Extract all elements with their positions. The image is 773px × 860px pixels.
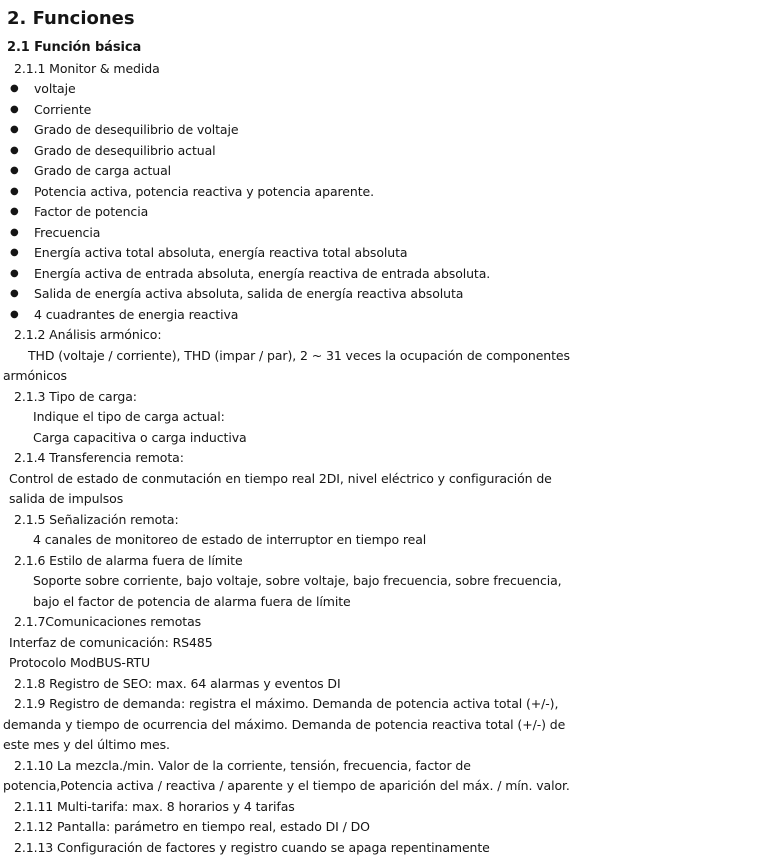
text-line: bajo el factor de potencia de alarma fuera de límite bbox=[33, 593, 351, 609]
bullet-item-label: Potencia activa, potencia reactiva y potencia aparente. bbox=[34, 183, 374, 199]
bullet-icon: ● bbox=[10, 144, 19, 156]
text-line: salida de impulsos bbox=[9, 491, 124, 506]
bullet-item-label: 4 cuadrantes de energia reactiva bbox=[34, 306, 239, 322]
bullet-list-item bbox=[0, 264, 773, 285]
bullet-icon: ● bbox=[10, 83, 19, 94]
text-line: Soporte sobre corriente, bajo voltaje, sobre voltaje, bajo frecuencia, sobre frecuencia, bbox=[33, 573, 562, 588]
bullet-icon: ● bbox=[10, 185, 19, 197]
bullet-item-label: Factor de potencia bbox=[34, 204, 149, 219]
bullet-item-label: Salida de energía activa absoluta, salida de energía reactiva absoluta bbox=[34, 286, 464, 301]
text-line: 2.1.8 Registro de SEO: max. 64 alarmas y eventos DI bbox=[14, 675, 341, 691]
bullet-list-item bbox=[0, 161, 773, 182]
text-line: 2.1.5 Señalización remota: bbox=[14, 511, 179, 527]
text-line: Carga capacitiva o carga inductiva bbox=[33, 429, 247, 445]
text-line: 2.1.2 Análisis armónico: bbox=[14, 327, 162, 342]
bullet-list-item bbox=[0, 305, 773, 326]
text-line: Indique el tipo de carga actual: bbox=[33, 409, 225, 424]
bullet-icon: ● bbox=[10, 226, 19, 238]
bullet-icon: ● bbox=[10, 206, 19, 217]
bullet-item-label: voltaje bbox=[34, 81, 76, 96]
bullet-list-item bbox=[0, 120, 773, 141]
bullet-icon: ● bbox=[10, 247, 19, 258]
bullet-list-item bbox=[0, 182, 773, 203]
text-line: 2.1.4 Transferencia remota: bbox=[14, 450, 184, 465]
bullet-item-label: Corriente bbox=[34, 101, 92, 117]
text-line: 2.1.7Comunicaciones remotas bbox=[14, 614, 202, 629]
text-line: 2.1.6 Estilo de alarma fuera de límite bbox=[14, 552, 243, 568]
text-line: 2.1.13 Configuración de factores y registro cuando se apaga repentinamente bbox=[14, 839, 490, 855]
bullet-icon: ● bbox=[10, 103, 19, 115]
bullet-icon: ● bbox=[10, 288, 19, 299]
bullet-icon: ● bbox=[10, 267, 19, 279]
text-line: Interfaz de comunicación: RS485 bbox=[9, 634, 213, 650]
document-body bbox=[0, 38, 773, 858]
text-line: este mes y del último mes. bbox=[3, 737, 170, 752]
bullet-icon: ● bbox=[10, 124, 19, 135]
bullet-list-item bbox=[0, 141, 773, 162]
bullet-list-item bbox=[0, 284, 773, 305]
bullet-list-item bbox=[0, 79, 773, 100]
text-line: armónicos bbox=[3, 368, 67, 383]
text-line: potencia,Potencia activa / reactiva / aparente y el tiempo de aparición del máx. / mín. valor. bbox=[3, 778, 570, 793]
bullet-list-item bbox=[0, 223, 773, 244]
text-line: THD (voltaje / corriente), THD (impar / par), 2 ~ 31 veces la ocupación de componentes bbox=[28, 347, 570, 363]
bullet-item-label: Energía activa de entrada absoluta, energía reactiva de entrada absoluta. bbox=[34, 265, 491, 281]
page-title: 2. Funciones bbox=[7, 8, 135, 29]
bullet-list-item bbox=[0, 243, 773, 264]
bullet-item-label: Frecuencia bbox=[34, 224, 101, 240]
bullet-icon: ● bbox=[10, 165, 19, 176]
bullet-item-label: Grado de desequilibrio actual bbox=[34, 142, 216, 158]
text-line: 2.1.11 Multi-tarifa: max. 8 horarios y 4 tarifas bbox=[14, 798, 295, 814]
text-line: Control de estado de conmutación en tiempo real 2DI, nivel eléctrico y configuración de bbox=[9, 470, 552, 486]
text-line: 2.1.3 Tipo de carga: bbox=[14, 388, 137, 404]
text-line: 2.1.10 La mezcla./min. Valor de la corriente, tensión, frecuencia, factor de bbox=[14, 757, 471, 773]
text-line: 2.1.1 Monitor & medida bbox=[14, 60, 160, 76]
text-line: Protocolo ModBUS-RTU bbox=[9, 655, 151, 670]
bullet-item-label: Grado de carga actual bbox=[34, 163, 172, 178]
text-line: 4 canales de monitoreo de estado de interruptor en tiempo real bbox=[33, 532, 427, 547]
text-line: 2.1.9 Registro de demanda: registra el máximo. Demanda de potencia activa total (+/-), bbox=[14, 696, 559, 711]
text-line: 2.1.12 Pantalla: parámetro en tiempo real, estado DI / DO bbox=[14, 819, 370, 834]
section-heading: 2.1 Función básica bbox=[7, 40, 142, 55]
bullet-item-label: Grado de desequilibrio de voltaje bbox=[34, 122, 239, 137]
text-line: demanda y tiempo de ocurrencia del máximo. Demanda de potencia reactiva total (+/-) de bbox=[3, 716, 566, 732]
bullet-list-item bbox=[0, 100, 773, 121]
bullet-list-item bbox=[0, 202, 773, 223]
bullet-icon: ● bbox=[10, 308, 19, 320]
bullet-item-label: Energía activa total absoluta, energía reactiva total absoluta bbox=[34, 245, 408, 260]
